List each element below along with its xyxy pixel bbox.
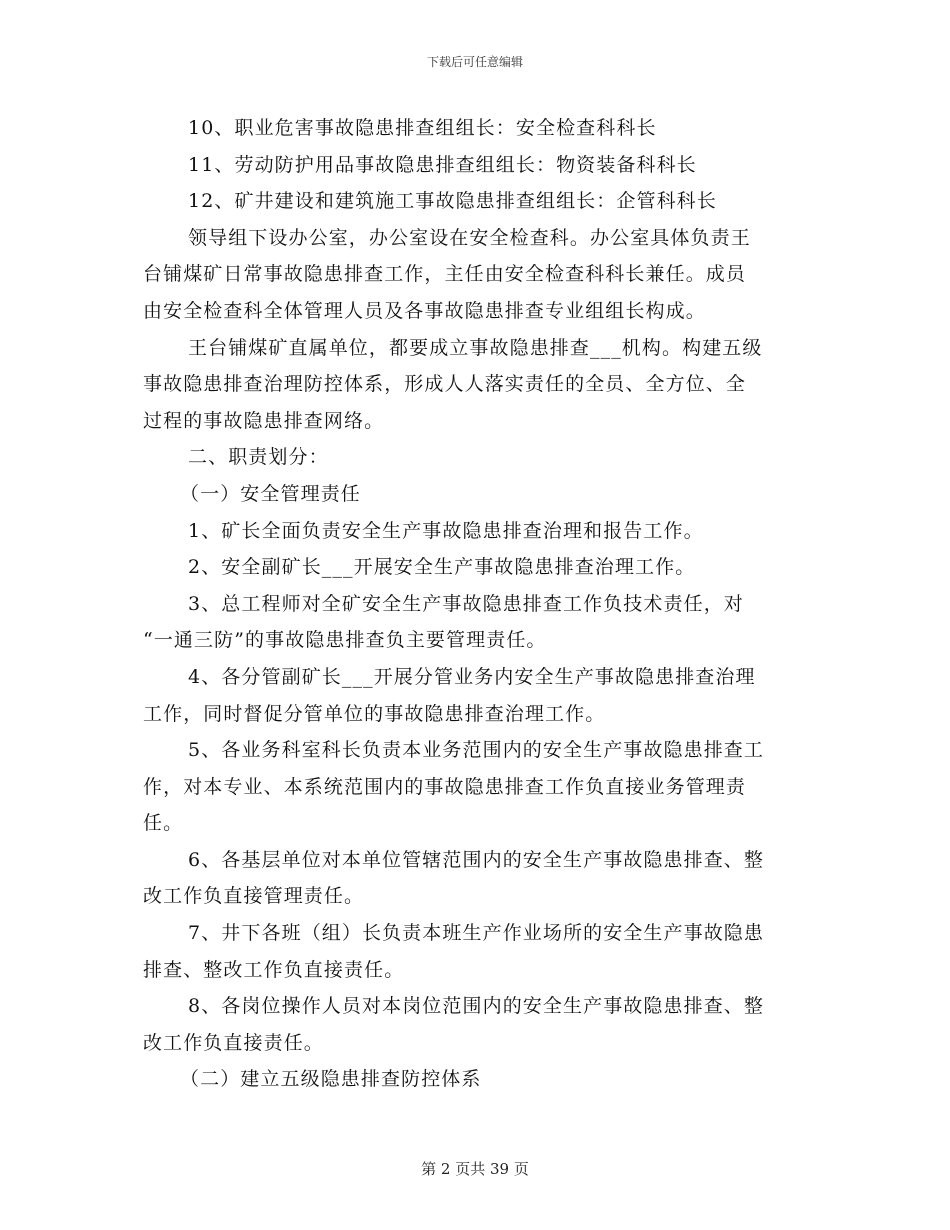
text-line: 改工作负直接管理责任。 — [143, 885, 365, 908]
text-line: “一通三防”的事故隐患排查负主要管理责任。 — [143, 629, 547, 652]
text-line: 5、各业务科室科长负责本业务范围内的安全生产事故隐患排查工 — [188, 739, 764, 762]
document-body — [143, 110, 807, 1098]
text-line: 2、安全副矿长___开展安全生产事故隐患排查治理工作。 — [188, 556, 696, 579]
text-line: （一）安全管理责任 — [180, 482, 361, 505]
text-line: 领导组下设办公室，办公室设在安全检查科。办公室具体负责王 — [188, 226, 751, 249]
page-number: 第 2 页共 39 页 — [421, 1160, 529, 1178]
text-line: 过程的事故隐患排查网络。 — [143, 409, 385, 432]
text-line: 8、各岗位操作人员对本岗位范围内的安全生产事故隐患排查、整 — [188, 995, 764, 1018]
text-line: 工作，同时督促分管单位的事故隐患排查治理工作。 — [143, 702, 606, 725]
text-line: 事故隐患排查治理防控体系，形成人人落实责任的全员、全方位、全 — [143, 373, 747, 396]
text-line: 10、职业危害事故隐患排查组组长：安全检查科科长 — [188, 117, 657, 139]
text-line: 4、各分管副矿长___开展分管业务内安全生产事故隐患排查治理 — [188, 665, 756, 688]
text-line: 由安全检查科全体管理人员及各事故隐患排查专业组组长构成。 — [143, 299, 706, 322]
page-header: 下载后可任意编辑 — [426, 55, 523, 69]
text-line: 作，对本专业、本系统范围内的事故隐患排查工作负直接业务管理责 — [143, 775, 747, 798]
text-line: 台铺煤矿日常事故隐患排查工作，主任由安全检查科科长兼任。成员 — [143, 263, 747, 286]
text-line: 12、矿井建设和建筑施工事故隐患排查组组长：企管科科长 — [188, 190, 717, 213]
text-line: 改工作负直接责任。 — [143, 1031, 324, 1054]
text-line: 1、矿长全面负责安全生产事故隐患排查治理和报告工作。 — [188, 519, 704, 542]
text-line: 7、井下各班（组）长负责本班生产作业场所的安全生产事故隐患 — [188, 922, 764, 945]
text-line: 任。 — [143, 812, 184, 835]
text-line: 6、各基层单位对本单位管辖范围内的安全生产事故隐患排查、整 — [188, 848, 764, 871]
text-line: 王台铺煤矿直属单位，都要成立事故隐患排查___机构。构建五级 — [188, 336, 763, 359]
text-line: 11、劳动防护用品事故隐患排查组组长：物资装备科科长 — [188, 153, 697, 176]
text-line: 3、总工程师对全矿安全生产事故隐患排查工作负技术责任，对 — [188, 592, 744, 615]
text-line: 排查、整改工作负直接责任。 — [143, 958, 405, 981]
text-line: （二）建立五级隐患排查防控体系 — [180, 1068, 482, 1091]
text-line: 二、职责划分： — [188, 446, 329, 469]
